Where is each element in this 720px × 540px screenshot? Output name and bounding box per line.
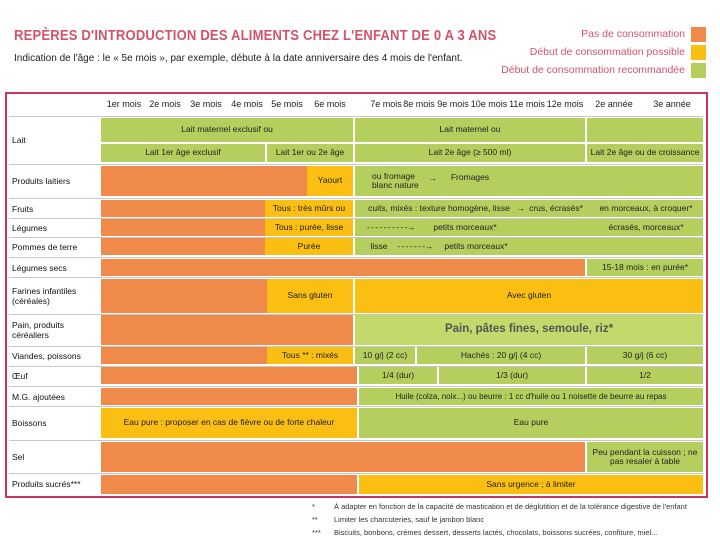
oeuf-tiers-cell: 1/3 (dur) <box>439 367 585 384</box>
pdt-morceaux-text: petits morceaux* <box>444 240 508 251</box>
lait-maternel-cell: Lait maternel ou <box>355 118 585 142</box>
row-divider <box>9 406 703 407</box>
col-month-3: 3e mois <box>190 99 222 110</box>
row-divider <box>9 198 703 199</box>
col-month-12: 12e mois <box>546 99 584 110</box>
fruits-cuits-text: cuits, mixés : texture homogène, lisse <box>368 202 510 213</box>
col-year-3: 3e année <box>653 99 691 110</box>
viandes-none <box>101 347 267 364</box>
fruits-tous-cell: Tous : très mûrs ou <box>265 200 353 217</box>
footnote-2 <box>312 515 484 524</box>
row-pommes-de-terre: Pommes de terre <box>12 241 78 252</box>
legumes-tous-cell: Tous : purée, lisse <box>265 219 353 236</box>
lait-maternel-extension <box>587 118 703 142</box>
row-divider <box>9 473 703 474</box>
mg-none <box>101 388 357 405</box>
footnote-mark: *** <box>312 528 321 537</box>
sel-none <box>101 442 585 472</box>
fruits-crus-text: crus, écrasés* <box>529 202 583 213</box>
col-month-9: 9e mois <box>437 99 469 110</box>
row-divider <box>9 277 703 278</box>
pain-none <box>101 315 353 345</box>
col-month-7: 7e mois <box>370 99 402 110</box>
row-divider <box>9 386 703 387</box>
boissons-pure-cell: Eau pure : proposer en cas de fièvre ou de forte chaleur <box>101 408 357 438</box>
footnote-3 <box>312 528 657 537</box>
legend-recommended-swatch <box>691 63 706 78</box>
yaourt-cell: Yaourt <box>307 166 353 196</box>
row-farines: Farines infantiles (céréales) <box>12 286 77 306</box>
legumes-secs-age-cell: 15-18 mois : en purée* <box>587 259 703 276</box>
lait-1er-age-cell: Lait 1er âge exclusif <box>101 144 265 162</box>
row-boissons: Boissons <box>12 418 47 428</box>
legend-recommended <box>501 62 706 78</box>
col-year-2: 2e année <box>595 99 633 110</box>
pain-cell: Pain, pâtes fines, semoule, riz* <box>355 315 703 345</box>
page-title: REPÈRES D'INTRODUCTION DES ALIMENTS CHEZ L'ENFANT DE 0 A 3 ANS <box>14 28 497 44</box>
row-sucres: Produits sucrés*** <box>12 479 81 489</box>
footnote-mark: ** <box>312 515 318 524</box>
row-divider <box>9 116 703 117</box>
sucres-none <box>101 475 357 494</box>
col-month-4: 4e mois <box>231 99 263 110</box>
sucres-cell: Sans urgence ; à limiter <box>359 475 703 494</box>
row-legumes: Légumes <box>12 222 47 233</box>
oeuf-quart-cell: 1/4 (dur) <box>359 367 437 384</box>
pdt-lisse-text: lisse <box>370 240 388 251</box>
pdt-none <box>101 238 265 255</box>
boissons-eau-cell: Eau pure <box>359 408 703 438</box>
farines-none <box>101 279 267 313</box>
footnote-text: Limiter les charcuteries, sauf le jambon blanc <box>334 515 485 524</box>
row-divider <box>9 257 703 258</box>
row-legumes-secs: Légumes secs <box>12 262 67 273</box>
fruits-none <box>101 200 265 217</box>
col-month-1: 1er mois <box>106 99 142 110</box>
pdt-puree-cell: Purée <box>265 238 353 255</box>
footnote-text: Biscuits, bonbons, crèmes dessert, desserts lactés, chocolats, boissons sucrées, confiture, miel... <box>334 528 658 537</box>
fruits-morceaux-text: en morceaux, à croquer* <box>599 202 693 213</box>
row-produits-laitiers: Produits laitiers <box>12 176 71 186</box>
legend-none-swatch <box>691 27 706 42</box>
footnote-mark: * <box>312 502 315 511</box>
legend-none <box>581 26 706 42</box>
legumes-morceaux-text: petits morceaux* <box>433 221 497 232</box>
col-month-8: 8e mois <box>403 99 435 110</box>
footnote-1 <box>312 502 687 511</box>
lait-2e-age-500-cell: Lait 2e âge (≥ 500 ml) <box>355 144 585 162</box>
viandes-30g-cell: 30 g/j (6 cc) <box>587 347 703 364</box>
row-oeuf: Œuf <box>12 370 28 381</box>
oeuf-none <box>101 367 357 384</box>
row-mg: M.G. ajoutées <box>12 391 65 402</box>
legend-possible <box>530 44 706 60</box>
viandes-tous-cell: Tous ** : mixés <box>267 347 353 364</box>
row-sel: Sel <box>12 452 25 462</box>
fromages-text: Fromages <box>450 172 490 183</box>
avec-gluten-cell: Avec gluten <box>355 279 703 313</box>
row-viandes: Viandes, poissons <box>12 350 81 361</box>
col-month-11: 11e mois <box>509 99 545 110</box>
dashed-arrow-icon: - - - - - - -→ <box>397 240 433 251</box>
col-month-2: 2e mois <box>149 99 181 110</box>
viandes-10g-cell: 10 g/j (2 cc) <box>355 347 415 364</box>
lait-maternel-exclusif-cell: Lait maternel exclusif ou <box>101 118 353 142</box>
page-subtitle: Indication de l'âge : le « 5e mois », par exemple, débute à la date anniversaire des 4 mois de l'enfant. <box>14 53 463 64</box>
legumes-ecrases-text: écrasés, morceaux* <box>608 221 684 232</box>
legumes-secs-none <box>101 259 585 276</box>
produits-laitiers-none <box>101 166 307 196</box>
sans-gluten-cell: Sans gluten <box>267 279 353 313</box>
legend-possible-label: Début de consommation possible <box>529 46 685 58</box>
fromage-blanc-text: ou fromage blanc nature <box>372 170 419 190</box>
viandes-haches-cell: Hachés : 20 g/j (4 cc) <box>417 347 585 364</box>
col-month-10: 10e mois <box>470 99 508 110</box>
lait-1er-2e-age-cell: Lait 1er ou 2e âge <box>267 144 353 162</box>
mg-cell: Huile (colza, noix...) ou beurre : 1 cc d'huile ou 1 noisette de beurre au repas <box>359 388 703 405</box>
footnote-text: À adapter en fonction de la capacité de mastication et de déglutition et de la tolérance digestive de l'enfant <box>334 502 687 511</box>
arrow-right-icon: → <box>428 174 438 184</box>
legend-recommended-label: Début de consommation recommandée <box>501 64 685 76</box>
row-fruits: Fruits <box>12 203 34 214</box>
row-divider <box>9 164 703 165</box>
oeuf-demi-cell: 1/2 <box>587 367 703 384</box>
row-divider <box>9 440 703 441</box>
legend-possible-swatch <box>691 45 706 60</box>
arrow-right-icon: → <box>516 202 526 213</box>
row-pain: Pain, produits céréaliers <box>12 320 64 340</box>
legumes-none <box>101 219 265 236</box>
dashed-arrow-icon: - - - - - - - - - -→ <box>366 221 416 232</box>
col-month-5: 5e mois <box>271 99 303 110</box>
row-lait: Lait <box>12 135 26 145</box>
col-month-6: 6e mois <box>314 99 346 110</box>
lait-croissance-cell: Lait 2e âge ou de croissance <box>587 144 703 162</box>
legend-none-label: Pas de consommation <box>581 28 685 40</box>
sel-cell: Peu pendant la cuisson ; ne pas resaler à table <box>587 442 703 472</box>
